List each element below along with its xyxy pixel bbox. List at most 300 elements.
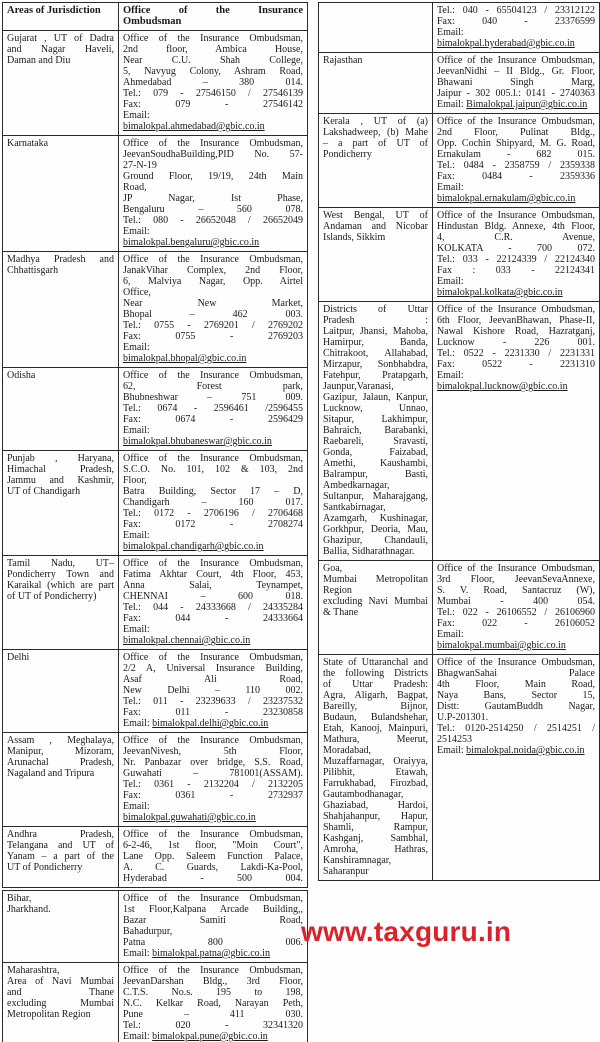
text-line: Moradabad,: [323, 745, 372, 756]
text-line: Bazar Samiti Road,: [123, 915, 303, 926]
text-line: Gonda, Faizabad,: [323, 447, 428, 458]
table-row: [3, 368, 308, 451]
jurisdiction-cell: [3, 136, 119, 252]
text-line: Madhya Pradesh and: [7, 254, 114, 265]
text-line: JP Nagar, Ist Phase,: [123, 193, 303, 204]
text-line: Fatehpur, Pratapgarh,: [323, 370, 428, 381]
jurisdiction-cell: [3, 963, 119, 1042]
text-line: Office of the Insurance Ombudsman,: [123, 965, 303, 976]
text-line: Tel.: 040 - 65504123 / 23312122: [437, 5, 595, 16]
text-line: Amethi, Kaushambi,: [323, 458, 428, 469]
text-line: JeevanNivesh, 5th Floor,: [123, 746, 303, 757]
text-line: Tamil Nadu, UT–: [7, 558, 114, 569]
office-cell: [119, 31, 308, 136]
header-areas-of-jurisdiction: [3, 3, 119, 31]
text-line: Agra, Aligarh, Bagpat,: [323, 690, 428, 701]
jurisdiction-cell: [319, 114, 433, 208]
table-row: [3, 650, 308, 733]
text-line: Delhi: [7, 652, 30, 663]
text-line: Tel.: 0522 - 2231330 / 2231331: [437, 348, 595, 359]
jurisdiction-cell: [3, 556, 119, 650]
text-line: Shahjahanpur, Hapur,: [323, 811, 428, 822]
office-cell: [119, 889, 308, 963]
table-row: [319, 3, 600, 53]
text-line: Jaipur - 302 005.l.: 0141 - 2740363: [437, 88, 595, 99]
text-line: Kerala , UT of (a): [323, 116, 428, 127]
text-line: Tel.: 0484 - 2358759 / 2359338: [437, 160, 595, 171]
text-line: S. V. Road, Santacruz (W),: [437, 585, 595, 596]
text-line: Tel.: 080 - 26652048 / 26652049: [123, 215, 303, 226]
email-link[interactable]: bimalokpal.pune@gbic.co.in: [152, 1031, 268, 1042]
text-line: Fax: 0674 - 2596429: [123, 414, 303, 425]
text-line: Tel.: 011 - 23239633 / 23237532: [123, 696, 303, 707]
text-line: Tel.: 0120-2514250 / 2514251 /: [437, 723, 595, 734]
text-line: 27-N-19: [123, 160, 157, 171]
text-line: Email:: [437, 182, 464, 193]
text-line: Ahmedabad – 380 014.: [123, 77, 303, 88]
text-line: Email:: [123, 342, 150, 353]
text-line: Jaunpur,Varanasi,: [323, 381, 394, 392]
text-line: 2nd floor, Ambica House,: [123, 44, 303, 55]
text-line: Hyderabad - 500 004.: [123, 873, 303, 884]
text-line: Fax: 011 - 23230858: [123, 707, 303, 718]
table-row: [319, 114, 600, 208]
text-line: Tel.: 022 - 26106552 / 26106960: [437, 607, 595, 618]
text-line: Gautambodhanagar,: [323, 789, 404, 800]
text-line: [123, 436, 303, 447]
text-line: [437, 640, 595, 651]
text-line: Bahadurpur,: [123, 926, 173, 937]
email-link[interactable]: bimalokpal.chandigarh@gbic.co.in: [123, 541, 264, 552]
text-line: Office of the Insurance Ombudsman,: [123, 829, 303, 840]
header-row: [3, 3, 308, 31]
text-line: Batra Building, Sector 17 – D,: [123, 486, 303, 497]
email-link[interactable]: bimalokpal.chennai@gbic.co.in: [123, 635, 251, 646]
text-line: Mirzapur, Sonbhabdra,: [323, 359, 428, 370]
table-row: [3, 31, 308, 136]
text-line: 5, Navyug Colony, Ashram Road,: [123, 66, 303, 77]
table-body: [3, 31, 308, 1042]
text-line: Email:: [437, 370, 464, 381]
text-line: Tel.: 0361 - 2132204 / 2132205: [123, 779, 303, 790]
text-line: & Thane: [323, 607, 359, 618]
text-line: – a part of UT of: [323, 138, 428, 149]
text-line: Fax: 0361 - 2732937: [123, 790, 303, 801]
text-line: Islands, Sikkim: [323, 232, 386, 243]
text-line: Saharanpur: [323, 866, 369, 877]
text-line: Naya Bans, Sector 15,: [437, 690, 595, 701]
text-line: Himachal Pradesh,: [7, 464, 114, 475]
text-line: Gazipur, Jalaun, Kanpur,: [323, 392, 428, 403]
text-line: Chitrakoot, Allahabad,: [323, 348, 428, 359]
text-line: [123, 541, 303, 552]
text-line: Rajasthan: [323, 55, 363, 66]
text-line: C.T.S. No.s. 195 to 198,: [123, 987, 303, 998]
jurisdiction-cell: [3, 252, 119, 368]
text-line: Fax: 040 - 23376599: [437, 16, 595, 27]
text-line: Raebareli, Sravasti,: [323, 436, 428, 447]
email-link[interactable]: bimalokpal.lucknow@gbic.co.in: [437, 381, 568, 392]
text-line: Laitpur, Jhansi, Mahoba,: [323, 326, 428, 337]
text-line: Muzaffarnagar, Oraiyya,: [323, 756, 428, 767]
jurisdiction-cell: [3, 650, 119, 733]
text-line: Pondicherry: [323, 149, 372, 160]
text-line: Pune – 411 030.: [123, 1009, 303, 1020]
email-link[interactable]: bimalokpal.ernakulam@gbic.co.in: [437, 193, 576, 204]
jurisdiction-cell: [319, 655, 433, 881]
text-line: [123, 635, 303, 646]
text-line: Balrampur, Basti,: [323, 469, 428, 480]
jurisdiction-cell: [3, 31, 119, 136]
text-line: 62, Forest park,: [123, 381, 303, 392]
text-line: 4th Floor, Main Road,: [437, 679, 595, 690]
office-cell: [433, 302, 600, 561]
table-row: [3, 733, 308, 827]
table-row: [319, 53, 600, 114]
ombudsman-table-left: [2, 2, 308, 1042]
text-line: Office of the Insurance Ombudsman,: [123, 453, 303, 464]
text-line: Lakshadweep, (b) Mahe: [323, 127, 428, 138]
text-line: Email:: [123, 530, 150, 541]
text-line: the following Districts: [323, 668, 428, 679]
text-line: Etah, Kanooj, Mainpuri,: [323, 723, 428, 734]
text-line: S.C.O. No. 101, 102 & 103, 2nd: [123, 464, 303, 475]
office-cell: [119, 368, 308, 451]
text-line: Email:: [437, 27, 464, 38]
email-link[interactable]: bimalokpal.ahmedabad@gbic.co.in: [123, 121, 265, 132]
text-line: Jharkhand.: [7, 904, 51, 915]
text-line: Email:: [437, 629, 464, 640]
text-line: Email: bimalokpal.patna@gbic.co.in: [123, 948, 270, 959]
text-line: Distt: GautamBuddh Nagar,: [437, 701, 595, 712]
table-row: [3, 252, 308, 368]
text-line: Area of Navi Mumbai: [7, 976, 114, 987]
text-line: Tel.: 0674 - 2596461 /2596455: [123, 403, 303, 414]
text-line: Office of the Insurance Ombudsman,: [437, 304, 595, 315]
text-line: Tel.: 033 - 22124339 / 22124340: [437, 254, 595, 265]
text-line: Bihar,: [7, 893, 32, 904]
table-header: [3, 3, 308, 31]
email-link[interactable]: bimalokpal.noida@gbic.co.in: [466, 745, 585, 756]
text-line: Guwahati – 781001(ASSAM).: [123, 768, 303, 779]
header-label: Ombudsman: [123, 16, 182, 27]
email-link[interactable]: bimalokpal.delhi@gbic.co.in: [152, 718, 269, 729]
text-line: Kanshiramnagar,: [323, 855, 392, 866]
office-cell: [119, 136, 308, 252]
text-line: 3rd Floor, JeevanSevaAnnexe,: [437, 574, 595, 585]
table-row: [3, 889, 308, 963]
text-line: Goa,: [323, 563, 343, 574]
text-line: JeevanSoudhaBuilding,PID No. 57-: [123, 149, 303, 160]
text-line: Office of the Insurance Ombudsman,: [123, 893, 303, 904]
text-line: Office,: [123, 287, 151, 298]
text-line: Pradesh :: [323, 315, 428, 326]
text-line: Ballia, Sidharathnagar.: [323, 546, 415, 557]
office-cell: [433, 53, 600, 114]
text-line: and Thane: [7, 987, 114, 998]
text-line: Mumbai Metropolitan: [323, 574, 428, 585]
text-line: Santkabirnagar,: [323, 502, 386, 513]
text-line: of UT of Pondicherry): [7, 591, 97, 602]
text-line: 2514253: [437, 734, 472, 745]
text-line: Email:: [437, 276, 464, 287]
text-line: Amroha, Hathras,: [323, 844, 428, 855]
jurisdiction-cell: [3, 889, 119, 963]
text-line: Punjab , Haryana,: [7, 453, 114, 464]
text-line: Tel.: 079 - 27546150 / 27546139: [123, 88, 303, 99]
text-line: Yanam – a part of the: [7, 851, 114, 862]
text-line: Chandigarh – 160 017.: [123, 497, 303, 508]
text-line: Ghazipur, Chandauli,: [323, 535, 428, 546]
text-line: JeevanNidhi – II Bldg., Gr. Floor,: [437, 66, 595, 77]
text-line: Road,: [123, 182, 147, 193]
text-line: [437, 381, 595, 392]
text-line: Fax: 0484 - 2359336: [437, 171, 595, 182]
text-line: Ernakulam - 682 015.: [437, 149, 595, 160]
text-line: Bhubneshwar – 751 009.: [123, 392, 303, 403]
text-line: [437, 193, 595, 204]
text-line: Office of the Insurance Ombudsman,: [123, 370, 303, 381]
text-line: Ghaziabad, Hardoi,: [323, 800, 428, 811]
text-line: Manipur, Mizoram,: [7, 746, 114, 757]
email-link[interactable]: Bimalokpal.jaipur@gbic.co.in: [466, 99, 588, 110]
jurisdiction-cell: [319, 302, 433, 561]
jurisdiction-cell: [319, 3, 433, 53]
text-line: Office of the Insurance Ombudsman,: [123, 33, 303, 44]
text-line: Nawal Kishore Road, Hazratganj,: [437, 326, 595, 337]
text-line: UT of Pondicherry: [7, 862, 83, 873]
text-line: Karnataka: [7, 138, 49, 149]
text-line: Email:: [123, 110, 150, 121]
text-line: Ground Floor, 19/19, 24th Main: [123, 171, 303, 182]
text-line: Email:: [123, 226, 150, 237]
text-line: Email: bimalokpal.noida@gbic.co.in: [437, 745, 585, 756]
text-line: UT of Chandigarh: [7, 486, 81, 497]
office-cell: [433, 3, 600, 53]
table-row: [319, 302, 600, 561]
text-line: Region: [323, 585, 352, 596]
text-line: 4, C.R. Avenue,: [437, 232, 595, 243]
text-line: BhagwanSahai Palace: [437, 668, 595, 679]
text-line: Districts of Uttar: [323, 304, 428, 315]
text-line: of Uttar Pradesh:: [323, 679, 428, 690]
text-line: Office of the Insurance Ombudsman,: [123, 558, 303, 569]
text-line: Azamgarh, Kushinagar,: [323, 513, 428, 524]
jurisdiction-cell: [319, 208, 433, 302]
text-line: A. C. Guards, Lakdi-Ka-Pool,: [123, 862, 303, 873]
text-line: Jammu and Kashmir,: [7, 475, 114, 486]
jurisdiction-cell: [319, 53, 433, 114]
text-line: Andaman and Nicobar: [323, 221, 428, 232]
office-cell: [119, 451, 308, 556]
text-line: Karaikal (which are part: [7, 580, 114, 591]
text-line: Email:: [123, 425, 150, 436]
text-line: KOLKATA - 700 072.: [437, 243, 595, 254]
table-row: [3, 136, 308, 252]
office-cell: [119, 556, 308, 650]
text-line: Kashganj, Sambhal,: [323, 833, 428, 844]
text-line: Gorkhpur, Deoria, Mau,: [323, 524, 428, 535]
text-line: Asaf Ali Road,: [123, 674, 303, 685]
text-line: West Bengal, UT of: [323, 210, 428, 221]
text-line: Nagaland and Tripura: [7, 768, 95, 779]
table-row: [3, 451, 308, 556]
text-line: Chhattisgarh: [7, 265, 59, 276]
text-line: Farrukhabad, Firozbad,: [323, 778, 428, 789]
text-line: Bahraich, Barabanki,: [323, 425, 428, 436]
text-line: Fax: 0522 - 2231310: [437, 359, 595, 370]
text-line: Anna Salai, Teynampet,: [123, 580, 303, 591]
text-line: excluding Mumbai: [7, 998, 114, 1009]
text-line: Office of the Insurance Ombudsman,: [437, 55, 595, 66]
text-line: Email:: [123, 624, 150, 635]
jurisdiction-cell: [3, 451, 119, 556]
text-line: Odisha: [7, 370, 36, 381]
text-line: Budaun, Bulandshehar,: [323, 712, 428, 723]
text-line: Tel.: 044 - 24333668 / 24335284: [123, 602, 303, 613]
text-line: Email: bimalokpal.pune@gbic.co.in: [123, 1031, 268, 1042]
text-line: N.C. Kelkar Road, Narayan Peth,: [123, 998, 303, 1009]
text-line: Maharashtra,: [7, 965, 60, 976]
text-line: Patna 800 006.: [123, 937, 303, 948]
text-line: Email: bimalokpal.delhi@gbic.co.in: [123, 718, 269, 729]
text-line: JanakVihar Complex, 2nd Floor,: [123, 265, 303, 276]
text-line: Tel.: 020 - 32341320: [123, 1020, 303, 1031]
text-line: JeevanDarshan Bldg., 3rd Floor,: [123, 976, 303, 987]
office-cell: [119, 733, 308, 827]
text-line: Sitapur, Lakhimpur,: [323, 414, 428, 425]
email-link[interactable]: bimalokpal.guwahati@gbic.co.in: [123, 812, 256, 823]
text-line: Ambedkarnagar,: [323, 480, 390, 491]
text-line: Fax: 0172 - 2708274: [123, 519, 303, 530]
text-line: Fax: 022 - 26106052: [437, 618, 595, 629]
text-line: Telangana and UT of: [7, 840, 114, 851]
text-line: Pondicherry Town and: [7, 569, 114, 580]
email-link[interactable]: bimalokpal.bhopal@gbic.co.in: [123, 353, 247, 364]
email-link[interactable]: bimalokpal.bengaluru@gbic.co.in: [123, 237, 260, 248]
text-line: Bhawani Singh Marg,: [437, 77, 595, 88]
text-line: Office of the Insurance Ombudsman,: [437, 210, 595, 221]
jurisdiction-cell: [3, 368, 119, 451]
text-line: Nr. Panbazar over bridge, S.S. Road,: [123, 757, 303, 768]
header-label: Areas of Jurisdiction: [7, 5, 101, 16]
text-line: [123, 237, 303, 248]
text-line: 6th Floor, JeevanBhawan, Phase-II,: [437, 315, 595, 326]
text-line: Mathura, Meerut,: [323, 734, 428, 745]
text-line: Andhra Pradesh,: [7, 829, 114, 840]
text-line: Assam , Meghalaya,: [7, 735, 114, 746]
text-line: Near New Market,: [123, 298, 303, 309]
text-line: Bareilly, Bijnor,: [323, 701, 428, 712]
text-line: Pilibhit, Etawah,: [323, 767, 428, 778]
text-line: [123, 121, 303, 132]
header-label: Office of the Insurance: [123, 5, 303, 16]
table-body: [319, 3, 600, 881]
text-line: Tel.: 0755 - 2769201 / 2769202: [123, 320, 303, 331]
text-line: 1st Floor,Kalpana Arcade Building,,: [123, 904, 303, 915]
table-row: [3, 963, 308, 1042]
table-row: [319, 208, 600, 302]
office-cell: [433, 114, 600, 208]
text-line: Shamli, Rampur,: [323, 822, 428, 833]
jurisdiction-cell: [3, 733, 119, 827]
office-cell: [119, 252, 308, 368]
text-line: 6, Malviya Nagar, Opp. Airtel: [123, 276, 303, 287]
text-line: 2/2 A, Universal Insurance Building,: [123, 663, 303, 674]
text-line: Near C.U. Shah College,: [123, 55, 303, 66]
header-office-of-ombudsman: [119, 3, 308, 31]
email-link[interactable]: bimalokpal.mumbai@gbic.co.in: [437, 640, 566, 651]
text-line: Mumbai - 400 054.: [437, 596, 595, 607]
text-line: 6-2-46, 1st floor, "Moin Court",: [123, 840, 303, 851]
text-line: Bhopal – 462 003.: [123, 309, 303, 320]
text-line: excluding Navi Mumbai: [323, 596, 428, 607]
text-line: Gujarat , UT of Dadra: [7, 33, 114, 44]
office-cell: [433, 655, 600, 881]
text-line: Fax: 079 - 27546142: [123, 99, 303, 110]
ombudsman-table-right: [318, 2, 600, 881]
table-row: [3, 827, 308, 890]
text-line: Hindustan Bldg. Annexe, 4th Floor,: [437, 221, 595, 232]
text-line: CHENNAI – 600 018.: [123, 591, 303, 602]
text-line: [437, 287, 595, 298]
email-link[interactable]: bimalokpal.patna@gbic.co.in: [152, 948, 270, 959]
text-line: State of Uttaranchal and: [323, 657, 428, 668]
jurisdiction-cell: [3, 827, 119, 890]
text-line: and Nagar Haveli,: [7, 44, 114, 55]
text-line: Lucknow, Unnao,: [323, 403, 428, 414]
office-cell: [433, 561, 600, 655]
text-line: Bengaluru – 560 078.: [123, 204, 303, 215]
text-line: Hamirpur, Banda,: [323, 337, 428, 348]
text-line: Fax : 033 - 22124341: [437, 265, 595, 276]
text-line: Tel.: 0172 - 2706196 / 2706468: [123, 508, 303, 519]
office-cell: [119, 650, 308, 733]
text-line: Lane Opp. Saleem Function Palace,: [123, 851, 303, 862]
text-line: Fatima Akhtar Court, 4th Floor, 453,: [123, 569, 303, 580]
office-cell: [119, 827, 308, 890]
text-line: 2nd Floor, Pulinat Bldg.,: [437, 127, 595, 138]
email-link[interactable]: bimalokpal.kolkata@gbic.co.in: [437, 287, 563, 298]
office-cell: [119, 963, 308, 1042]
text-line: Opp. Cochin Shipyard, M. G. Road,: [437, 138, 595, 149]
text-line: Daman and Diu: [7, 55, 71, 66]
text-line: New Delhi – 110 002.: [123, 685, 303, 696]
text-line: Sultanpur, Maharajgang,: [323, 491, 428, 502]
office-cell: [433, 208, 600, 302]
text-line: [123, 812, 303, 823]
table-row: [3, 556, 308, 650]
text-line: Office of the Insurance Ombudsman,: [123, 652, 303, 663]
text-line: U.P-201301.: [437, 712, 489, 723]
table-row: [319, 561, 600, 655]
text-line: Metropolitan Region: [7, 1009, 91, 1020]
text-line: Office of the Insurance Ombudsman,: [123, 138, 303, 149]
text-line: Email:: [123, 801, 150, 812]
text-line: Fax: 0755 - 2769203: [123, 331, 303, 342]
email-link[interactable]: bimalokpal.bhubaneswar@gbic.co.in: [123, 436, 272, 447]
text-line: [437, 38, 595, 49]
text-line: Fax: 044 - 24333664: [123, 613, 303, 624]
text-line: Office of the Insurance Ombudsman,: [437, 657, 595, 668]
table-row: [319, 655, 600, 881]
text-line: Email: Bimalokpal.jaipur@gbic.co.in: [437, 99, 588, 110]
email-link[interactable]: bimalokpal.hyderabad@gbic.co.in: [437, 38, 575, 49]
text-line: Office of the Insurance Ombudsman,: [437, 116, 595, 127]
text-line: Lucknow - 226 001.: [437, 337, 595, 348]
taxguru-watermark: www.taxguru.in: [301, 916, 512, 947]
jurisdiction-cell: [319, 561, 433, 655]
